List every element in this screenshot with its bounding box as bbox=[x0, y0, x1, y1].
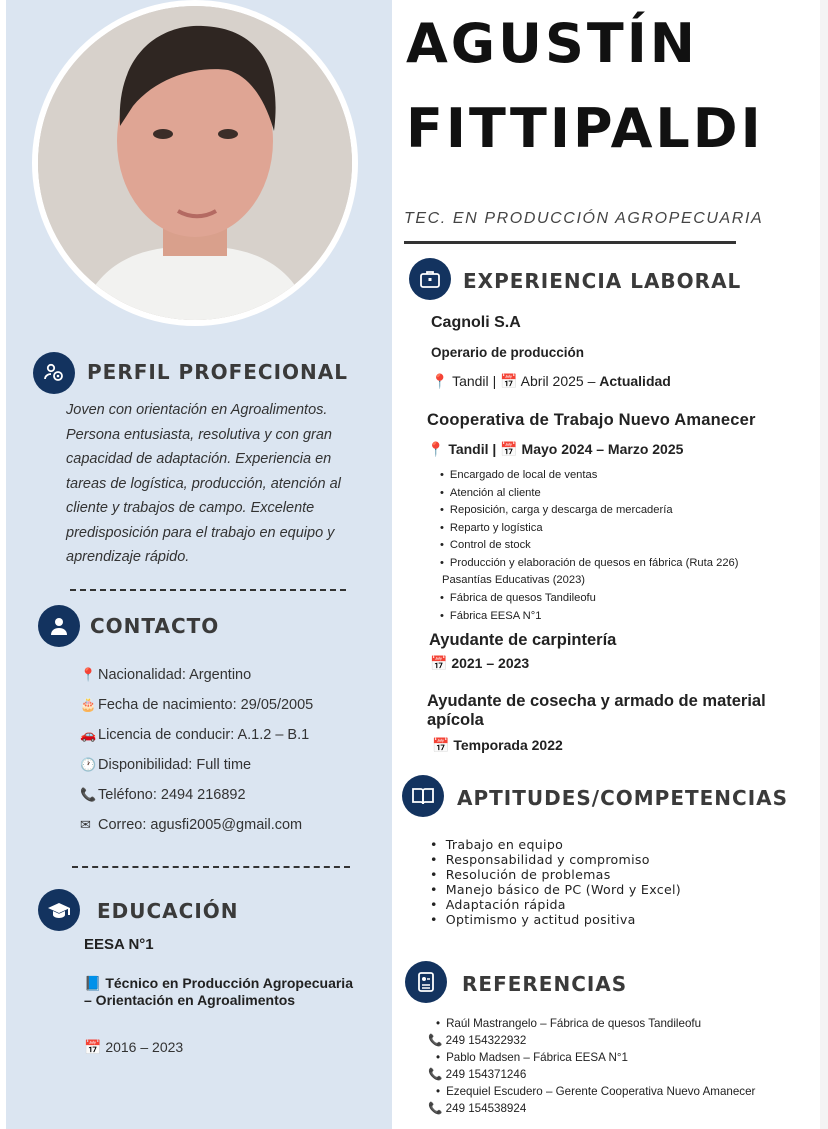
education-title: EDUCACIÓN bbox=[97, 899, 239, 923]
list-item: • Manejo básico de PC (Word y Excel) bbox=[430, 882, 681, 897]
skills-list bbox=[430, 837, 681, 927]
pin-icon: 📍 bbox=[80, 667, 97, 682]
profile-text: Joven con orientación en Agroalimentos. Persona entusiasta, resolutiva y con gran capacidad de adaptación. Experiencia en tareas de logística, producción, atención al cliente y trabajos de campo. Excelente predisposición para el trabajo en equipo y aprendizaje rápido. bbox=[66, 402, 341, 565]
calendar-icon: 📅 bbox=[500, 441, 518, 457]
reference-phone: 📞 249 154322932 bbox=[428, 1034, 527, 1047]
skills-section-icon bbox=[402, 775, 444, 817]
job3-period: 📅 2021 – 2023 bbox=[430, 655, 530, 671]
list-item: • Responsabilidad y compromiso bbox=[430, 852, 681, 867]
clock-icon: 🕐 bbox=[80, 757, 97, 772]
portrait-illustration bbox=[38, 6, 352, 320]
page-edge bbox=[820, 0, 828, 1129]
car-icon: 🚗 bbox=[80, 727, 97, 742]
list-item: • Producción y elaboración de quesos en fábrica (Ruta 226) bbox=[440, 555, 739, 573]
name-last: FITTIPALDI bbox=[406, 97, 764, 160]
list-item: • Optimismo y actitud positiva bbox=[430, 912, 681, 927]
job2-tasks bbox=[440, 467, 739, 573]
internship-list bbox=[440, 590, 596, 625]
contact-license: 🚗 Licencia de conducir: A.1.2 – B.1 bbox=[80, 727, 310, 743]
experience-section-icon bbox=[409, 258, 451, 300]
experience-title: EXPERIENCIA LABORAL bbox=[463, 269, 742, 293]
list-item: • Fábrica EESA N°1 bbox=[440, 608, 596, 626]
reference-name: • Raúl Mastrangelo – Fábrica de quesos Tandileofu bbox=[428, 1015, 755, 1032]
job4-period: 📅 Temporada 2022 bbox=[432, 737, 563, 753]
calendar-icon: 📅 bbox=[430, 655, 448, 671]
divider bbox=[70, 589, 346, 591]
phone-icon: 📞 bbox=[80, 787, 97, 802]
subtitle-rule bbox=[404, 241, 736, 244]
education-section-icon bbox=[38, 889, 80, 931]
contact-title: CONTACTO bbox=[90, 614, 220, 638]
pin-icon: 📍 bbox=[427, 441, 445, 457]
list-item: • Atención al cliente bbox=[440, 485, 739, 503]
pin-icon: 📍 bbox=[431, 373, 449, 389]
cake-icon: 🎂 bbox=[80, 697, 97, 712]
contact-birthdate: 🎂 Fecha de nacimiento: 29/05/2005 bbox=[80, 697, 314, 713]
phone-icon: 📞 bbox=[428, 1102, 443, 1115]
book-icon: 📘 bbox=[84, 975, 102, 991]
job4-title: Ayudante de cosecha y armado de material apícola bbox=[427, 692, 766, 729]
job1-company: Cagnoli S.A bbox=[431, 314, 521, 331]
phone-icon: 📞 bbox=[428, 1034, 443, 1047]
references-list bbox=[428, 1015, 755, 1117]
phone-icon: 📞 bbox=[428, 1068, 443, 1081]
education-degree: 📘 Técnico en Producción Agropecuaria – Orientación en Agroalimentos bbox=[84, 975, 353, 1008]
contact-phone: 📞 Teléfono: 2494 216892 bbox=[80, 787, 246, 803]
list-item: • Control de stock bbox=[440, 537, 739, 555]
reference-phone: 📞 249 154538924 bbox=[428, 1102, 527, 1115]
references-section-icon bbox=[405, 961, 447, 1003]
contact-email[interactable]: ✉ Correo: agusfi2005@gmail.com bbox=[80, 817, 303, 833]
list-item: • Adaptación rápida bbox=[430, 897, 681, 912]
list-item: • Encargado de local de ventas bbox=[440, 467, 739, 485]
contact-availability: 🕐 Disponibilidad: Full time bbox=[80, 757, 252, 773]
reference-name: • Pablo Madsen – Fábrica EESA N°1 bbox=[428, 1049, 755, 1066]
calendar-icon: 📅 bbox=[432, 737, 450, 753]
job1-role: Operario de producción bbox=[431, 345, 585, 360]
divider bbox=[72, 866, 350, 868]
contact-section-icon bbox=[38, 605, 80, 647]
contact-nationality: 📍 Nacionalidad: Argentino bbox=[80, 667, 252, 683]
job-subtitle: TEC. EN PRODUCCIÓN AGROPECUARIA bbox=[404, 210, 764, 227]
calendar-icon: 📅 bbox=[500, 373, 518, 389]
name-first: AGUSTÍN bbox=[406, 12, 698, 75]
education-years: 📅 2016 – 2023 bbox=[84, 1039, 184, 1055]
list-item: • Fábrica de quesos Tandileofu bbox=[440, 590, 596, 608]
education-school: EESA N°1 bbox=[84, 936, 154, 953]
job2-company: Cooperativa de Trabajo Nuevo Amanecer bbox=[427, 411, 756, 429]
profile-photo bbox=[32, 0, 358, 326]
calendar-icon: 📅 bbox=[84, 1039, 102, 1055]
list-item: • Reparto y logística bbox=[440, 520, 739, 538]
reference-name: • Ezequiel Escudero – Gerente Cooperativa Nuevo Amanecer bbox=[428, 1083, 755, 1100]
skills-title: APTITUDES/COMPETENCIAS bbox=[457, 786, 789, 810]
list-item: • Trabajo en equipo bbox=[430, 837, 681, 852]
internship-title: Pasantías Educativas (2023) bbox=[442, 574, 586, 586]
list-item: • Reposición, carga y descarga de mercadería bbox=[440, 502, 739, 520]
job2-meta: 📍 Tandil | 📅 Mayo 2024 – Marzo 2025 bbox=[427, 441, 684, 457]
mail-icon: ✉ bbox=[80, 817, 91, 832]
job3-title: Ayudante de carpintería bbox=[429, 631, 617, 649]
list-item: • Resolución de problemas bbox=[430, 867, 681, 882]
profile-title: PERFIL PROFECIONAL bbox=[87, 360, 348, 384]
reference-phone: 📞 249 154371246 bbox=[428, 1068, 527, 1081]
profile-section-icon bbox=[33, 352, 75, 394]
job1-meta: 📍 Tandil | 📅 Abril 2025 – Actualidad bbox=[431, 373, 671, 389]
references-title: REFERENCIAS bbox=[462, 972, 628, 996]
